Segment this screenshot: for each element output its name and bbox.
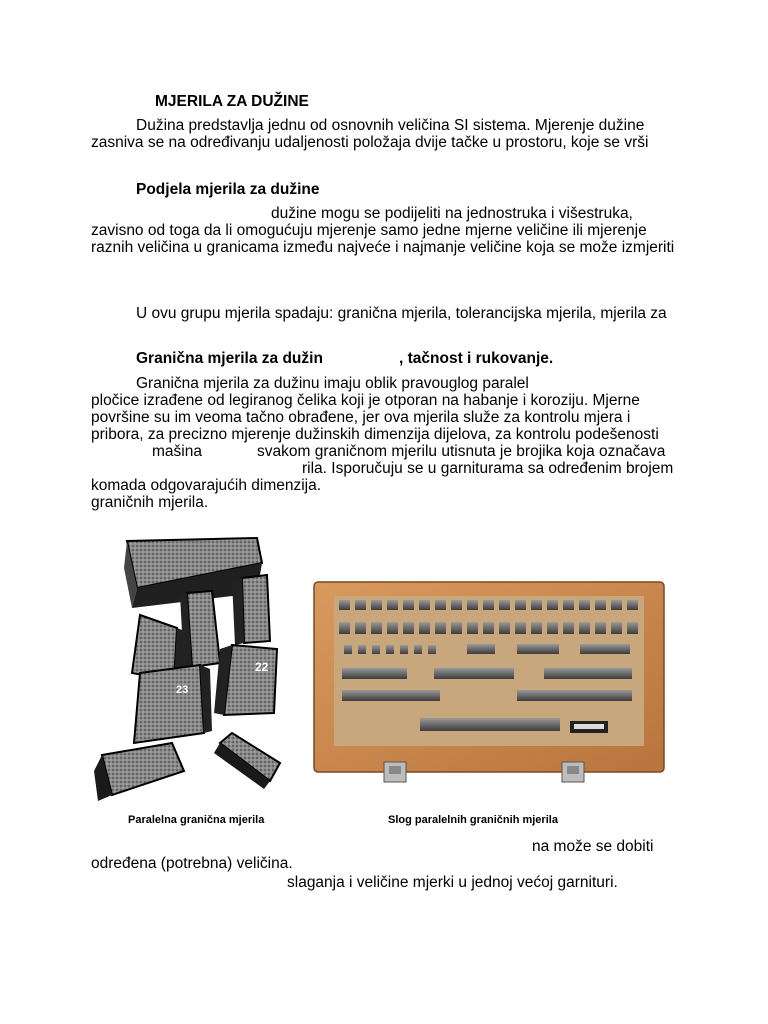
right-figure-caption: Slog paralelnih graničnih mjerila <box>388 814 558 826</box>
section2-line-6: rila. Isporučuju se u garniturama sa određenim brojem <box>302 460 674 477</box>
section2-line-5b: svakom graničnom mjerilu utisnuta je brojika koja označava <box>257 443 666 460</box>
page-title: MJERILA ZA DUŽINE <box>155 93 309 110</box>
intro-line-2: zasniva se na određivanju udaljenosti položaja dvije tačke u prostoru, koje se vrši <box>91 134 649 151</box>
block-row-4 <box>342 668 632 679</box>
case-latch-left <box>384 762 406 782</box>
section2-line-8: graničnih mjerila. <box>91 494 209 511</box>
section2-line-1: Granična mjerila za dužinu imaju oblik pravouglog paralel <box>136 375 529 392</box>
block-label-22: 22 <box>255 660 269 674</box>
section2-line-4: pribora, za precizno mjerenje dužinskih dimenzija dijelova, za kontrolu podešenosti <box>91 426 659 443</box>
section1-line-2: zavisno od toga da li omogućuju mjerenje samo jedne mjerne veličine ili mjerenje <box>91 222 647 239</box>
section2-line-3: površine su im veoma tačno obrađene, jer ova mjerila služe za kontrolu mjera i <box>91 409 631 426</box>
section1-line-1: dužine mogu se podijeliti na jednostruka i višestruka, <box>271 205 633 222</box>
block-label-23: 23 <box>176 684 189 696</box>
intro-line-1: Dužina predstavlja jednu od osnovnih veličina SI sistema. Mjerenje dužine <box>136 117 645 134</box>
section-title-granicna-b: , tačnost i rukovanje. <box>399 350 554 367</box>
block-row-3 <box>344 644 630 654</box>
case-latch-right <box>562 762 584 782</box>
gauge-block-bottom-left <box>94 743 184 801</box>
section2-line-5a: mašina <box>152 443 202 460</box>
section1-line-3: raznih veličina u granicama između najveće i najmanje veličine koja se može izmjeriti <box>91 239 675 256</box>
left-figure-caption: Paralelna granična mjerila <box>128 814 265 826</box>
section2-line-7: komada odgovarajućih dimenzija. <box>91 477 322 494</box>
gauge-block-bottom-right <box>214 733 280 789</box>
group-line: U ovu grupu mjerila spadaju: granična mjerila, tolerancijska mjerila, mjerila za <box>136 305 667 322</box>
gauge-block-23 <box>134 665 212 743</box>
gauge-blocks-figure <box>92 533 287 803</box>
section-title-granicna-a: Granična mjerila za dužin <box>136 350 323 367</box>
closing-line-3: slaganja i veličine mjerki u jednoj većoj garnituri. <box>287 874 618 891</box>
gauge-block-set-figure <box>312 578 667 790</box>
gauge-block-22 <box>214 645 277 715</box>
section-title-podjela: Podjela mjerila za dužine <box>136 181 320 198</box>
gauge-block-thin-right <box>232 575 270 645</box>
closing-line-2: određena (potrebna) veličina. <box>91 855 293 872</box>
section2-line-2: pločice izrađene od legiranog čelika koji je otporan na habanje i koroziju. Mjerne <box>91 392 640 409</box>
closing-line-1: na može se dobiti <box>532 838 654 855</box>
